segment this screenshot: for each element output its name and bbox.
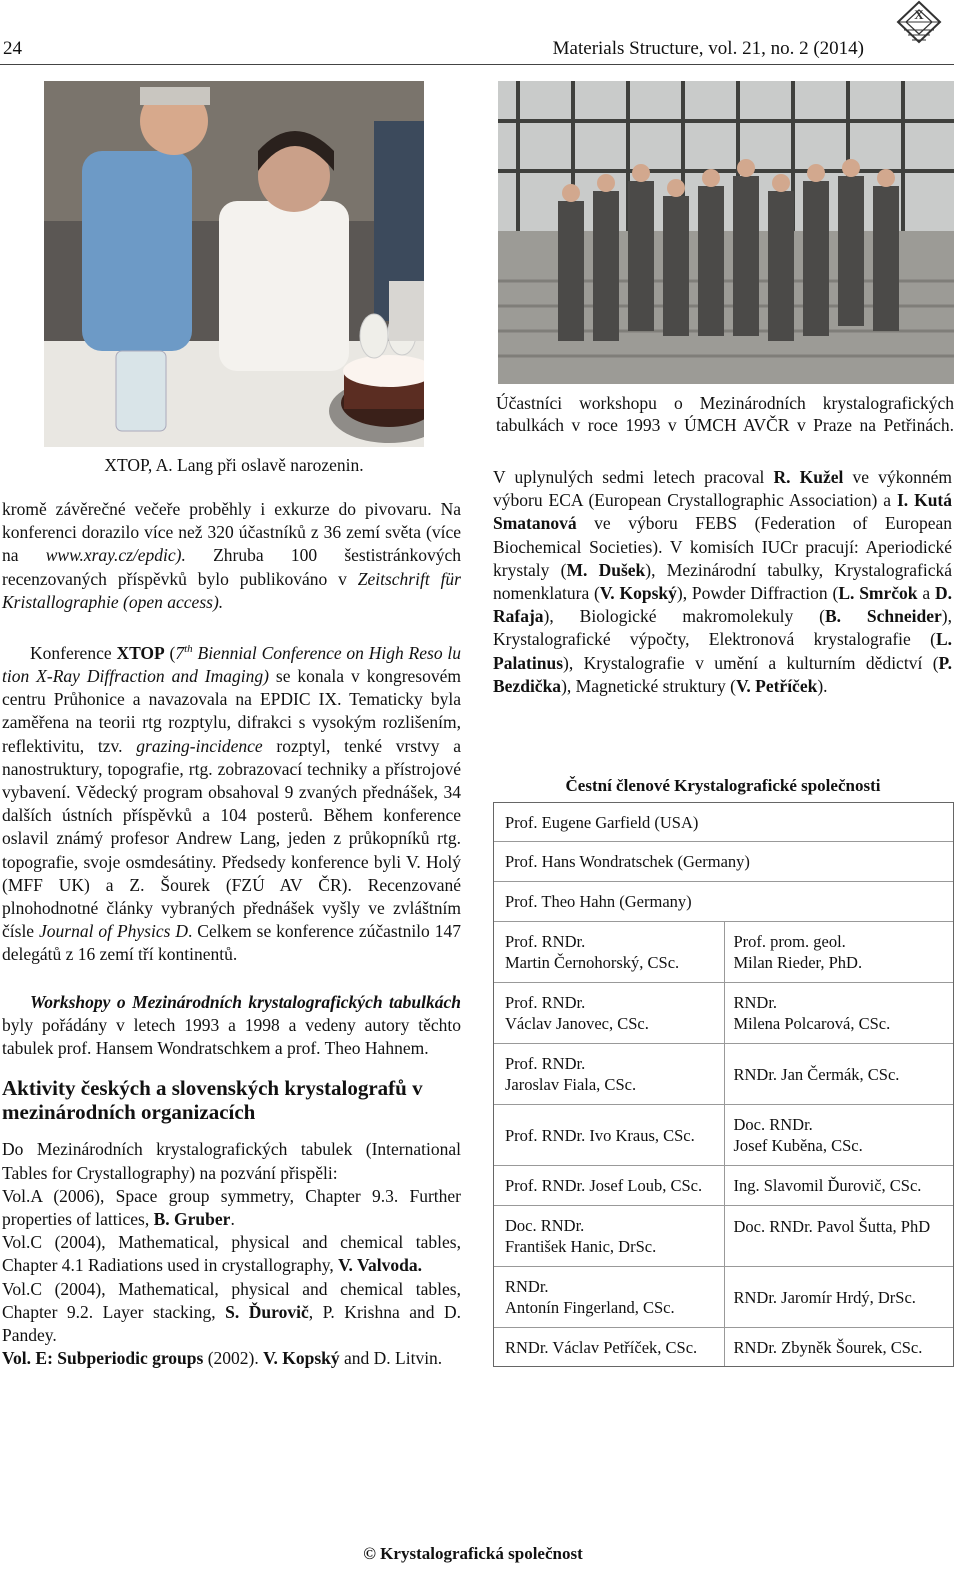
table-cell: RNDr. Jaromír Hrdý, DrSc.: [724, 1267, 954, 1327]
contribution-vol-a: Vol.A (2006), Space group symmetry, Chapter 9.3. Further properties of lattices, B. Gruber.: [2, 1185, 461, 1229]
contribution-vol-c-stacking: Vol.C (2004), Mathematical, physical and chemical tables, Chapter 9.2. Layer stacking, S. Ďurovič, P. Krishna and D. Pandey.: [2, 1278, 461, 1345]
table-cell: Doc. RNDr. Josef Kuběna, CSc.: [724, 1105, 954, 1165]
caption-left-photo: XTOP, A. Lang při oslavě narozenin.: [104, 455, 364, 475]
svg-text:X: X: [914, 7, 924, 22]
table-row: [494, 1165, 953, 1205]
table-cell: RNDr. Milena Polcarová, CSc.: [724, 983, 954, 1043]
table-cell: Prof. RNDr. Ivo Kraus, CSc.: [505, 1125, 695, 1145]
table-cell: RNDr. Zbyněk Šourek, CSc.: [724, 1328, 954, 1366]
table-cell: RNDr. Jan Čermák, CSc.: [724, 1044, 954, 1104]
page-number: 24: [3, 38, 22, 59]
members-table-title: Čestní členové Krystalografické společnosti: [565, 776, 881, 795]
paragraph-international-committees: V uplynulých sedmi letech pracoval R. Kužel ve výkonném výboru ECA (European Crystallographic Association) a I. Kutá Smatanová ve výboru FEBS (Federation of European Biochemical Societies). V komisích IUCr pracují: Aperiodické krystaly (M. Dušek), Mezinárodní tabulky, Krystalografická nomenklatura (V. Kopský), Powder Diffraction (L. Smrčok a D. Rafaja), Biologické makromolekuly (B. Schneider), Krystalografické výpočty, Elektronová krystalografie (L. Palatinus), Krystalografie v umění a kulturním dědictví (P. Bezdička), Magnetické struktury (V. Petříček).: [493, 467, 953, 696]
honorary-members-table: [493, 802, 954, 1367]
table-cell: Prof. RNDr. Josef Loub, CSc.: [505, 1176, 703, 1195]
table-row: [494, 1327, 953, 1366]
table-row: [494, 982, 953, 1043]
table-row: [494, 921, 953, 982]
table-cell: Doc. RNDr. František Hanic, DrSc.: [505, 1216, 657, 1256]
photo-xtop-lang-birthday: [44, 81, 424, 447]
header-rule: [0, 64, 954, 65]
crystallographic-society-logo-icon: [894, 0, 944, 50]
table-row: [494, 803, 953, 841]
left-column: [2, 498, 461, 1370]
table-cell: RNDr. Antonín Fingerland, CSc.: [505, 1277, 675, 1317]
table-row: [494, 1205, 953, 1266]
photo-workshop-group-1993: [498, 81, 954, 384]
table-row: [494, 1043, 953, 1104]
table-cell: Prof. RNDr. Martin Černohorský, CSc.: [505, 932, 680, 972]
right-column: [493, 466, 952, 698]
contribution-vol-e: Vol. E: Subperiodic groups (2002). V. Kopský and D. Litvin.: [2, 1348, 443, 1369]
table-cell: Ing. Slavomil Ďurovič, CSc.: [724, 1166, 954, 1205]
table-cell: Prof. prom. geol. Milan Rieder, PhD.: [724, 922, 954, 982]
table-cell: Prof. Eugene Garfield (USA): [505, 812, 699, 832]
paragraph-workshops: Workshopy o Mezinárodních krystalografických tabulkách byly pořádány v letech 1993 a 1998 a vedeny autory těchto tabulek prof. Hansem Wondratschkem a prof. Theo Hahnem.: [2, 991, 461, 1059]
contribution-vol-c-radiations: Vol.C (2004), Mathematical, physical and chemical tables, Chapter 4.1 Radiations used in crystallography, V. Valvoda.: [2, 1232, 461, 1276]
table-cell: RNDr. Václav Petříček, CSc.: [505, 1337, 698, 1357]
footer-copyright: © Krystalografická společnost: [363, 1544, 583, 1563]
table-cell: Prof. RNDr. Jaroslav Fiala, CSc.: [505, 1054, 637, 1094]
table-row: [494, 881, 953, 921]
table-cell: Doc. RNDr. Pavol Šutta, PhD: [724, 1206, 954, 1266]
caption-right-photo: Účastníci workshopu o Mezinárodních krystalografických tabulkách v roce 1993 v ÚMCH AVČR v Praze na Petřinách.: [496, 393, 954, 435]
paragraph-xtop: Konference XTOP (7th Biennial Conference on High Reso lu tion X-Ray Diffraction and Imaging) se konala v kongresovém centru Průhonice a navazovala na EPDIC IX. Tematicky byla zaměřena na teorii rtg rozptylu, difrakci s vysokým rozlišením, reflektivitu, tzv. grazing-incidence rozptyl, tenké vrstvy a nanostruktury, topografie, rtg. zobrazovací techniky a přístrojové vybavení. Vědecký program obsahoval 9 zvaných přednášek, 34 dalších ústních příspěvků a 104 posterů. Během konference oslavil známý profesor Andrew Lang, jeden z průkopníků rtg. topografie, svoje osmdesátiny. Předsedy konference byli V. Holý (MFF UK) a Z. Šourek (FZÚ AV ČR). Recenzované plnohodnotné články vybraných přednášek vyšly ve zvláštním čísle Journal of Physics D. Celkem se konference zúčastnilo 147 delegátů z 16 zemí tří kontinentů.: [2, 642, 462, 965]
paragraph-epdic: kromě závěrečné večeře proběhly i exkurze do pivovaru. Na konferenci dorazilo více než 320 účastníků z 36 zemí světa (více na www.xray.cz/epdic). Zhruba 100 šestistránkových recenzovaných příspěvků bylo publikováno v Zeitschrift für Kristallographie (open access).: [2, 499, 461, 612]
table-row: [494, 1266, 953, 1327]
table-cell: Prof. Hans Wondratschek (Germany): [505, 852, 750, 871]
table-cell: Prof. RNDr. Václav Janovec, CSc.: [505, 993, 649, 1033]
journal-title: Materials Structure, vol. 21, no. 2 (2014): [552, 38, 864, 59]
table-row: [494, 1104, 953, 1165]
paragraph-tables-intro: Do Mezinárodních krystalografických tabulek (International Tables for Crystallography) na pozvání přispěli:: [2, 1139, 461, 1183]
table-row: [494, 841, 953, 881]
section-heading: Aktivity českých a slovenských krystalografů v mezinárodních organizacích: [2, 1076, 423, 1125]
xray-url-link[interactable]: www.xray.cz/epdic).: [45, 545, 186, 566]
table-cell: Prof. Theo Hahn (Germany): [505, 892, 692, 911]
